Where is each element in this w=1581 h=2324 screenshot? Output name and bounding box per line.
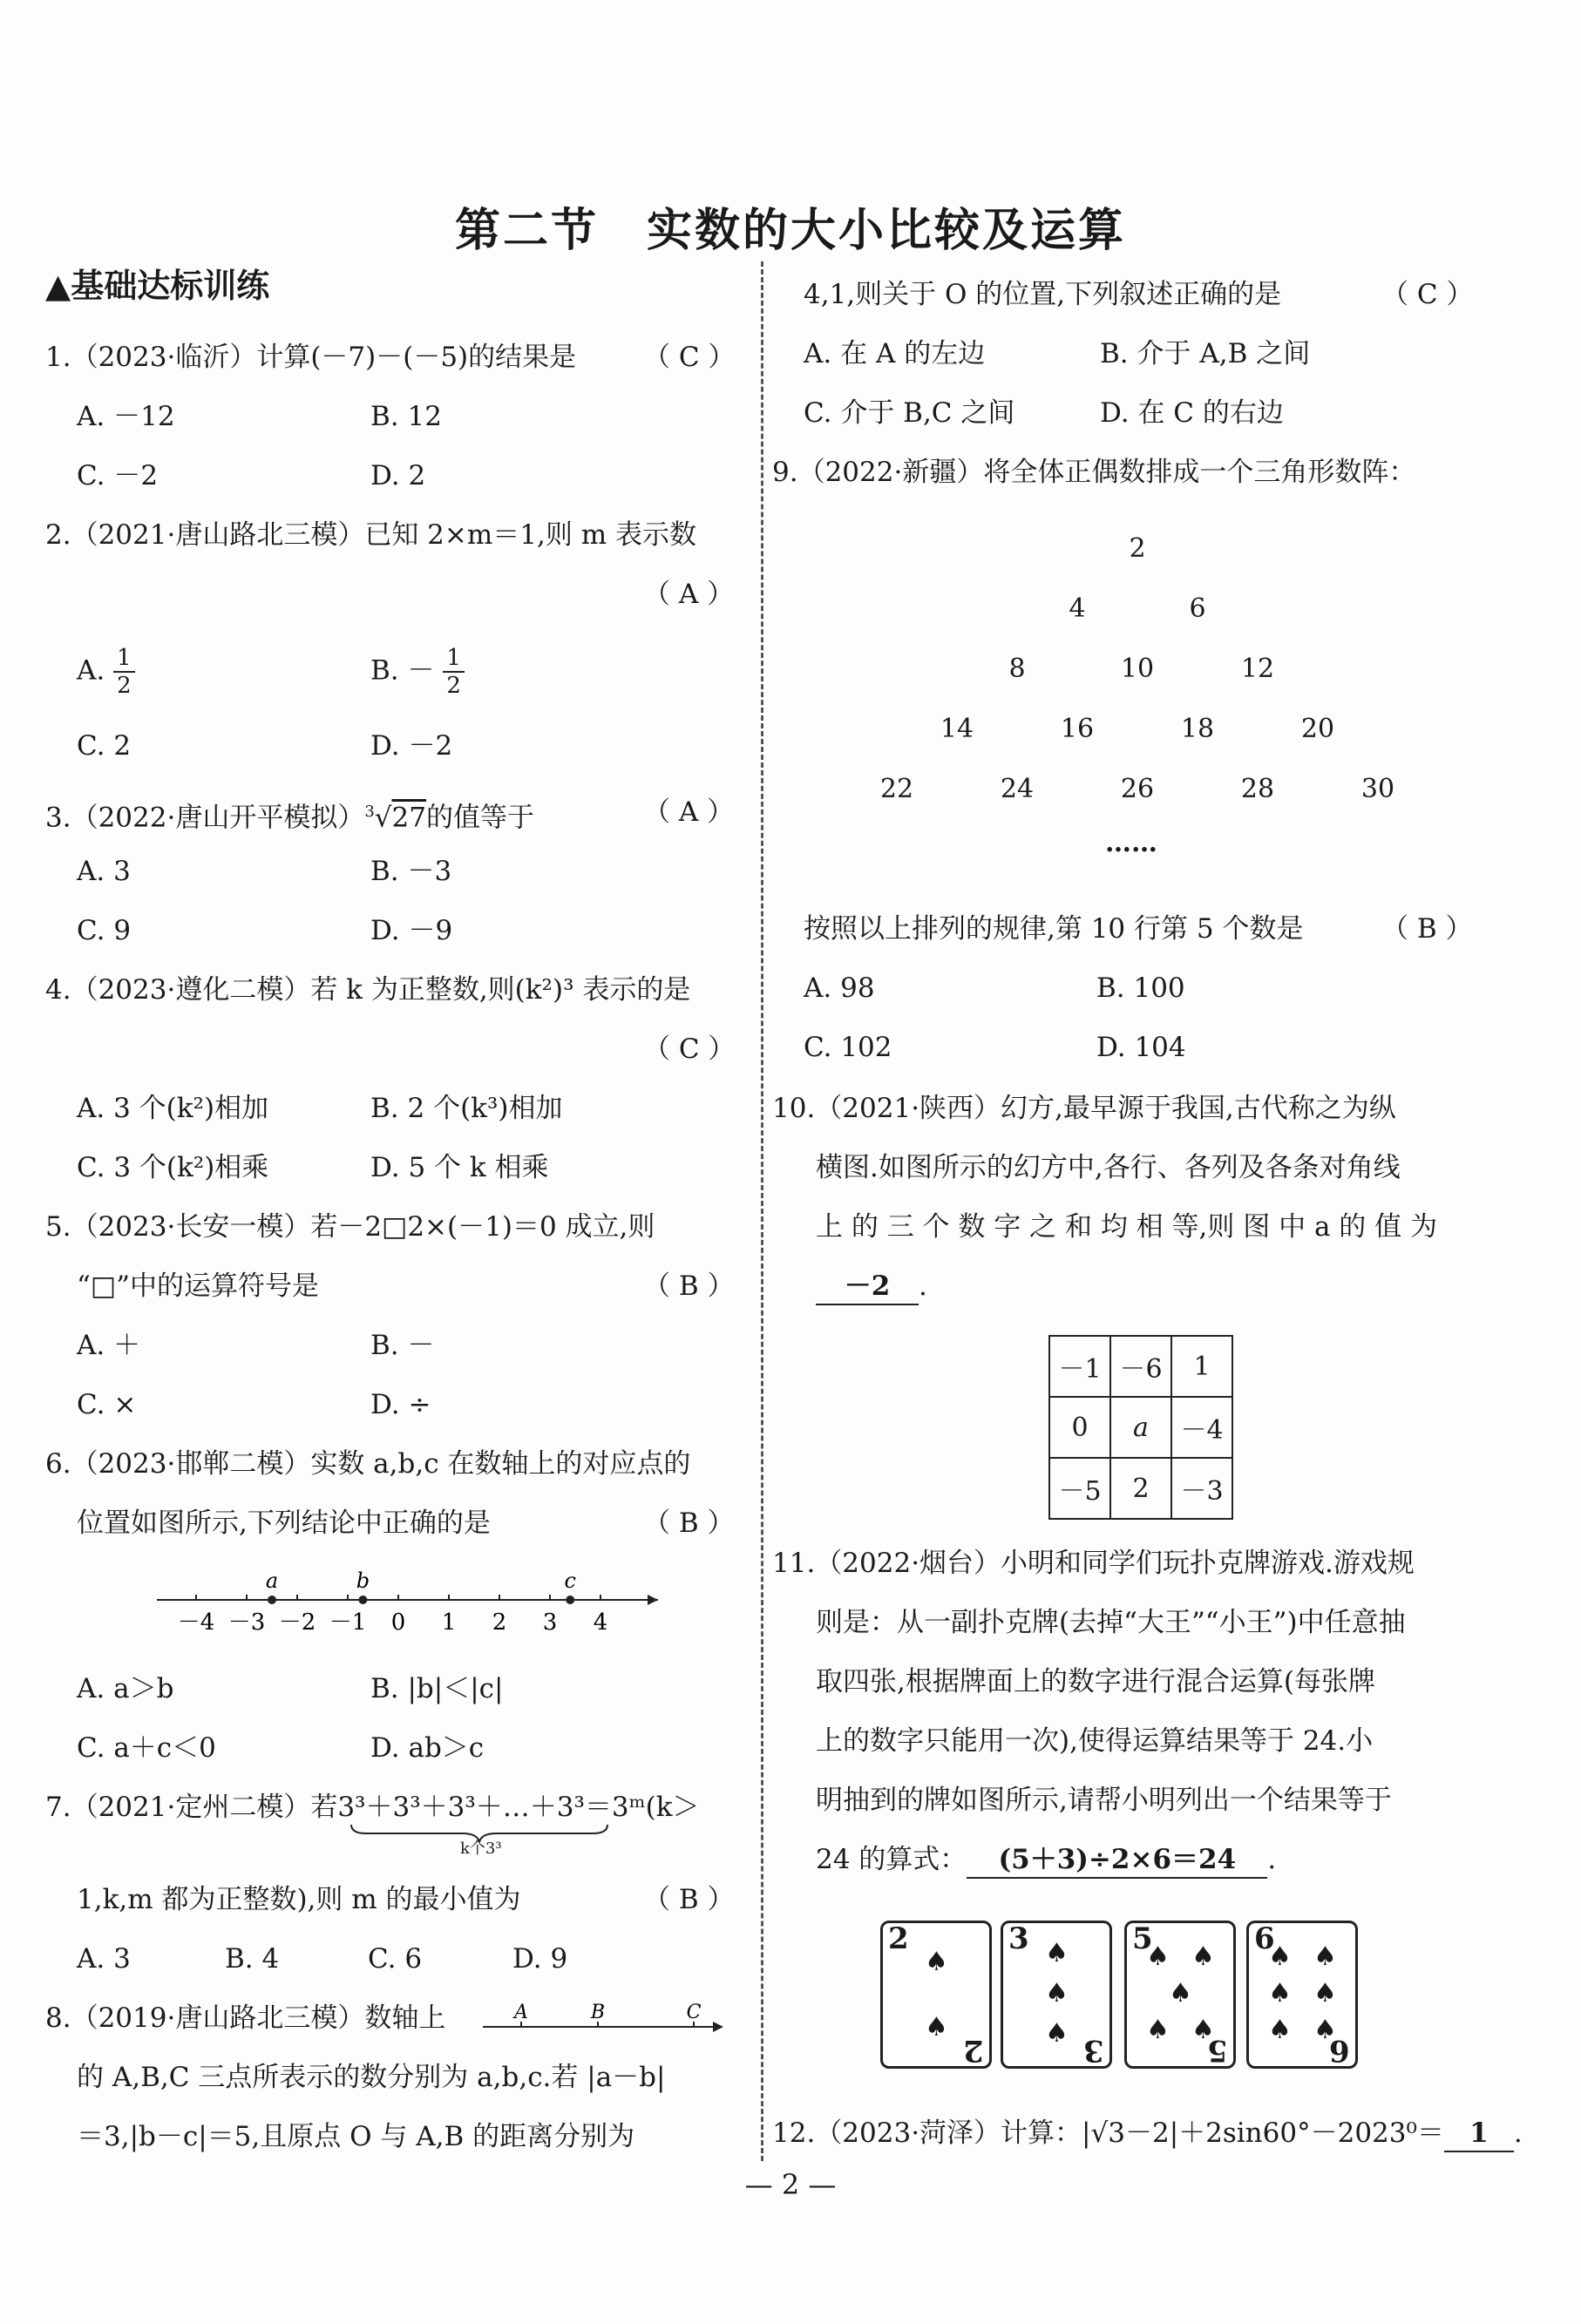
q9-question: 按照以上排列的规律,第 10 行第 5 个数是: [804, 913, 1304, 945]
q6-option-d: D. ab＞c: [370, 1732, 485, 1764]
q10-answer-line: －2 .: [816, 1269, 927, 1305]
q8-option-b: B. 介于 A,B 之间: [1100, 338, 1311, 369]
q6-stem-line1: 6.（2023·邯郸二模）实数 a,b,c 在数轴上的对应点的: [45, 1448, 691, 1480]
grid-cell: －6: [1110, 1336, 1171, 1397]
q4-option-a: A. 3 个(k²)相加: [77, 1093, 269, 1124]
q1-option-b: B. 12: [370, 401, 442, 432]
spade-icon: ♠: [1313, 1978, 1337, 2009]
spade-icon: ♠: [1313, 1941, 1337, 1972]
triangle-number: 2: [1129, 533, 1146, 564]
page-number: — 2 —: [744, 2168, 837, 2201]
q2-answer: （ A ）: [643, 579, 735, 610]
spade-icon: ♠: [1268, 1941, 1292, 1972]
q6-stem-line2: 位置如图所示,下列结论中正确的是: [77, 1508, 491, 1539]
spade-icon: ♠: [1268, 2015, 1292, 2045]
q2-a-num: 1: [113, 645, 135, 673]
q3-root-index: 3: [364, 803, 375, 821]
triangle-number: 20: [1300, 714, 1335, 744]
spade-icon: ♠: [925, 2012, 948, 2043]
card-rank: 3: [1083, 2033, 1104, 2068]
q6-option-b: B. |b|＜|c|: [370, 1673, 504, 1704]
q1-option-d: D. 2: [370, 460, 426, 491]
spade-icon: ♠: [1191, 1941, 1215, 1972]
axis-arrow: [713, 2022, 723, 2032]
axis-tick-label: －2: [278, 1609, 316, 1636]
axis-point-b: [358, 1596, 367, 1604]
triangle-number: 18: [1180, 714, 1215, 744]
card-rank: 2: [963, 2033, 984, 2068]
page-title: 第二节 实数的大小比较及运算: [454, 204, 1126, 257]
axis-tick-label: 4: [593, 1609, 608, 1636]
q2-b-label: B. －: [370, 654, 435, 687]
q7-answer: （ B ）: [643, 1884, 735, 1915]
axis-point-label: c: [564, 1569, 576, 1593]
spade-icon: ♠: [1268, 1978, 1292, 2009]
axis-tick-label: 3: [542, 1609, 558, 1636]
q2-option-d: D. －2: [370, 730, 453, 762]
q7-stem: [45, 1790, 700, 1825]
q12-answer: 1: [1444, 2116, 1514, 2152]
q1-option-a: A. －12: [77, 401, 175, 432]
q3-option-d: D. －9: [370, 915, 453, 946]
q2-b-num: 1: [443, 645, 465, 673]
playing-card-5: [1124, 1921, 1236, 2069]
q11-answer: (5＋3)÷2×6＝24: [967, 1842, 1267, 1879]
grid-cell: －4: [1171, 1397, 1232, 1458]
q3-answer: （ A ）: [643, 796, 735, 828]
q11-stem-line2: 则是：从一副扑克牌(去掉“大王”“小王”)中任意抽: [816, 1607, 1406, 1638]
q5-option-b: B. －: [370, 1330, 435, 1361]
triangle-number: 16: [1060, 714, 1095, 744]
axis-tick-label: －1: [329, 1609, 367, 1636]
q2-b-fraction: [443, 645, 465, 699]
triangle-number: 24: [1000, 774, 1035, 804]
grid-cell: －3: [1171, 1458, 1232, 1519]
q6-option-a: A. a＞b: [77, 1673, 174, 1704]
triangle-number: 8: [1008, 654, 1026, 684]
q7-stem-post: ＝3ᵐ(k＞: [584, 1792, 700, 1823]
q2-b-den: 2: [446, 673, 461, 699]
q9-ellipsis: ……: [1105, 828, 1157, 858]
card-rank: 3: [1008, 1921, 1029, 1956]
section-heading: ▲基础达标训练: [45, 267, 270, 305]
card-rank: 5: [1132, 1921, 1153, 1956]
q4-option-d: D. 5 个 k 相乘: [370, 1152, 549, 1183]
q4-stem: 4.（2023·遵化二模）若 k 为正整数,则(k²)³ 表示的是: [45, 974, 691, 1006]
q8-option-c: C. 介于 B,C 之间: [804, 397, 1015, 429]
q2-a-den: 2: [117, 673, 132, 699]
triangle-number: 10: [1120, 654, 1155, 684]
axis-point-label: C: [686, 2002, 702, 2023]
spade-icon: ♠: [1313, 2015, 1337, 2045]
q5-answer: （ B ）: [643, 1270, 735, 1302]
grid-cell: －5: [1049, 1458, 1110, 1519]
q7-stem-line2: 1,k,m 都为正整数),则 m 的最小值为: [77, 1884, 521, 1915]
q12-stem: 12.（2023·菏泽）计算：|√3－2|＋2sin60°－2023⁰＝: [772, 2117, 1444, 2149]
triangle-number: 26: [1120, 774, 1155, 804]
triangle-number: 6: [1189, 593, 1206, 624]
q9-option-c: C. 102: [804, 1032, 892, 1063]
q2-stem: 2.（2021·唐山路北三模）已知 2×m＝1,则 m 表示数: [45, 519, 696, 551]
q7-brace-label: k个3³: [460, 1840, 502, 1858]
axis-point-label: A: [514, 2002, 528, 2023]
q3-option-c: C. 9: [77, 915, 132, 946]
q8-stem-line3: ＝3,|b－c|＝5,且原点 O 与 A,B 的距离分别为: [77, 2121, 635, 2152]
grid-cell: 0: [1049, 1397, 1110, 1458]
q1-answer: （ C ）: [643, 342, 736, 373]
q8-stem-line1: 8.（2019·唐山路北三模）数轴上: [45, 2002, 446, 2034]
q9-stem: 9.（2022·新疆）将全体正偶数排成一个三角形数阵：: [772, 457, 1416, 488]
q10-stem-line1: 10.（2021·陕西）幻方,最早源于我国,古代称之为纵: [772, 1093, 1396, 1124]
triangle-number: 30: [1360, 774, 1395, 804]
q2-option-c: C. 2: [77, 730, 132, 762]
axis-tick-label: 1: [441, 1609, 457, 1636]
axis-point-label: b: [356, 1569, 370, 1593]
q10-stem-line2: 横图.如图所示的幻方中,各行、各列及各条对角线: [816, 1152, 1401, 1183]
q9-option-d: D. 104: [1096, 1032, 1186, 1063]
q1-option-c: C. －2: [77, 460, 159, 491]
q12-stem-line: 12.（2023·菏泽）计算：|√3－2|＋2sin60°－2023⁰＝ 1 .: [772, 2116, 1523, 2152]
spade-icon: ♠: [1045, 1978, 1069, 2009]
q10-magic-square: [1048, 1335, 1233, 1520]
axis-point-a: [268, 1596, 276, 1604]
axis-tick-label: 0: [390, 1609, 406, 1636]
spade-icon: ♠: [925, 1947, 948, 1977]
q4-answer: （ C ）: [643, 1033, 736, 1065]
q11-stem-line6: 24 的算式： (5＋3)÷2×6＝24 .: [816, 1842, 1276, 1879]
spade-icon: ♠: [1191, 2015, 1215, 2045]
q3-option-a: A. 3: [77, 856, 131, 887]
grid-cell: 1: [1171, 1336, 1232, 1397]
q6-option-c: C. a＋c＜0: [77, 1732, 216, 1764]
spade-icon: ♠: [1146, 1941, 1170, 1972]
triangle-number: 14: [940, 714, 974, 744]
grid-cell: 2: [1110, 1458, 1171, 1519]
column-divider: [761, 261, 763, 2161]
playing-card-3: [1001, 1921, 1112, 2069]
q11-stem6-text: 24 的算式：: [816, 1844, 967, 1875]
q11-stem-line1: 11.（2022·烟台）小明和同学们玩扑克牌游戏.游戏规: [772, 1548, 1415, 1579]
q3-stem-post: 的值等于: [426, 802, 534, 834]
q8-stem-line4: 4,1,则关于 O 的位置,下列叙述正确的是: [804, 279, 1282, 310]
q8-option-a: A. 在 A 的左边: [804, 338, 986, 369]
grid-cell: a: [1110, 1397, 1171, 1458]
q5-option-c: C. ×: [77, 1389, 137, 1420]
q6-answer: （ B ）: [643, 1508, 735, 1539]
q8-stem-line2: 的 A,B,C 三点所表示的数分别为 a,b,c.若 |a－b|: [77, 2062, 666, 2093]
q7-option-d: D. 9: [512, 1943, 568, 1975]
q2-option-a: [77, 645, 135, 699]
q5-option-a: A. ＋: [77, 1330, 141, 1361]
card-rank: 2: [888, 1921, 909, 1956]
axis-tick-label: －3: [227, 1609, 266, 1636]
q6-number-line: [148, 1562, 671, 1640]
triangle-number: 28: [1240, 774, 1275, 804]
q11-stem-line4: 上的数字只能用一次),使得运算结果等于 24.小: [816, 1725, 1374, 1757]
q11-stem-line3: 取四张,根据牌面上的数字进行混合运算(每张牌: [816, 1666, 1375, 1697]
q9-answer: （ B ）: [1381, 913, 1473, 945]
q4-option-c: C. 3 个(k²)相乘: [77, 1152, 269, 1183]
spade-icon: ♠: [1146, 2015, 1170, 2045]
q9-option-a: A. 98: [804, 972, 875, 1004]
spade-icon: ♠: [1169, 1978, 1192, 2009]
q7-sum: 3³＋3³＋3³＋…＋3³: [337, 1792, 585, 1823]
q9-option-b: B. 100: [1096, 972, 1185, 1004]
triangle-number: 12: [1240, 654, 1275, 684]
axis-tick-label: 2: [492, 1609, 507, 1636]
q2-a-label: A.: [77, 654, 105, 687]
card-rank: 5: [1207, 2033, 1228, 2068]
q8-number-line: [478, 1995, 730, 2048]
card-rank: 6: [1254, 1921, 1275, 1956]
q1-stem: 1.（2023·临沂）计算(－7)－(－5)的结果是: [45, 342, 577, 373]
q4-option-b: B. 2 个(k³)相加: [370, 1093, 563, 1124]
q2-option-b: [370, 645, 465, 699]
q5-option-d: D. ÷: [370, 1389, 431, 1420]
spade-icon: ♠: [1045, 1938, 1069, 1968]
q5-stem-line2: “□”中的运算符号是: [77, 1270, 319, 1302]
q3-stem: 3.（2022·唐山开平模拟）$^3$√27的值等于: [45, 802, 534, 834]
grid-cell: －1: [1049, 1336, 1110, 1397]
q7-stem-pre: 7.（2021·定州二模）若: [45, 1792, 338, 1823]
axis-point-label: B: [590, 2002, 606, 2023]
q11-stem-line5: 明抽到的牌如图所示,请帮小明列出一个结果等于: [816, 1785, 1392, 1816]
q5-stem-line1: 5.（2023·长安一模）若－2□2×(－1)＝0 成立,则: [45, 1211, 655, 1243]
q10-stem-line3: 上 的 三 个 数 字 之 和 均 相 等,则 图 中 a 的 值 为: [816, 1211, 1437, 1243]
q7-option-b: B. 4: [225, 1943, 280, 1975]
spade-icon: ♠: [1045, 2018, 1069, 2049]
card-rank: 6: [1329, 2033, 1350, 2068]
triangle-number: 4: [1069, 593, 1086, 624]
axis-tick-label: －4: [177, 1609, 215, 1636]
q10-answer: －2: [816, 1269, 919, 1305]
axis-point-c: [566, 1596, 574, 1604]
playing-card-6: [1246, 1921, 1358, 2069]
q3-stem-pre: 3.（2022·唐山开平模拟）: [45, 802, 365, 834]
q2-a-fraction: [113, 645, 135, 699]
q8-answer: （ C ）: [1381, 279, 1474, 310]
triangle-number: 22: [879, 774, 914, 804]
q8-option-d: D. 在 C 的右边: [1100, 397, 1284, 429]
q3-radicand: 27: [391, 802, 426, 834]
axis-arrow: [648, 1595, 658, 1605]
q7-option-c: C. 6: [368, 1943, 423, 1975]
playing-card-2: [880, 1921, 992, 2069]
q7-option-a: A. 3: [77, 1943, 131, 1975]
q3-option-b: B. －3: [370, 856, 452, 887]
axis-point-label: a: [265, 1569, 279, 1593]
